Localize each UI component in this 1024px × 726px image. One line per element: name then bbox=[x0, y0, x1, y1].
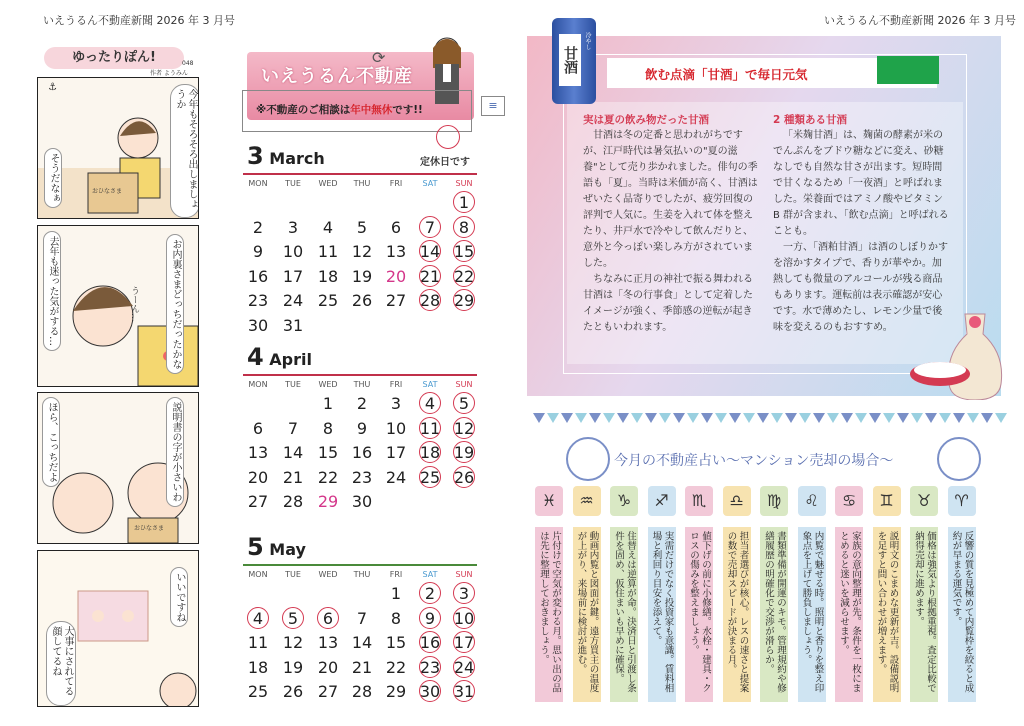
calendar-day: 13 bbox=[247, 443, 269, 462]
comic-author: 作者 ようみん bbox=[150, 70, 188, 77]
weekday-thu: THU bbox=[353, 570, 371, 579]
calendar-day: 2 bbox=[252, 217, 264, 237]
comic-bubble-2a: お内裏さまどっちだったかな bbox=[166, 234, 184, 374]
calendar-day: 4 bbox=[412, 393, 448, 415]
calendar-day: 15 bbox=[446, 241, 482, 263]
calendar-day: 14 bbox=[351, 633, 373, 652]
svg-text:⚓: ⚓ bbox=[48, 82, 57, 93]
zodiac-sign-icon: ♉ bbox=[910, 486, 938, 516]
calendar-day: 5 bbox=[275, 608, 311, 630]
calendar-day: 24 bbox=[282, 291, 304, 310]
fortune-strip: 動画内覧と図面が鍵。遠方買主の温度が上がり、来場前に検討が進む。 bbox=[573, 527, 601, 702]
calendar-day: 19 bbox=[351, 266, 373, 286]
calendar-day: 16 bbox=[247, 266, 269, 286]
comic-box-label-1: おひなさま bbox=[92, 188, 123, 195]
fortune-strip: 説明文のこまめな更新が吉。設備説明を足すと問い合わせが増えます。 bbox=[873, 527, 901, 702]
zodiac-sign-icon: ♊ bbox=[873, 486, 901, 516]
calendar-day: 3 bbox=[390, 394, 402, 413]
layout-options-icon[interactable]: ≡ bbox=[481, 96, 505, 116]
fortune-strip: 反響の質を見極めて内覧枠を絞ると成約が早まる運気です。 bbox=[948, 527, 976, 702]
calendar-day: 16 bbox=[351, 443, 373, 462]
divider-triangle bbox=[925, 413, 937, 423]
divider-triangle bbox=[813, 413, 825, 423]
calendar-day: 13 bbox=[385, 242, 407, 261]
divider-triangle bbox=[533, 413, 545, 423]
zodiac-wheel-right bbox=[937, 437, 981, 481]
closed-label: 定休日です bbox=[420, 157, 470, 168]
calendar-day: 22 bbox=[385, 657, 407, 677]
calendar-day: 28 bbox=[282, 492, 304, 511]
calendar-day: 21 bbox=[412, 266, 448, 288]
banner-notice-highlight: 年中無休 bbox=[350, 104, 393, 116]
weekday-sun: SUN bbox=[455, 380, 473, 389]
calendar-day: 9 bbox=[252, 242, 264, 261]
fortune-strip: 家族の意向整理が先。条件を一枚にまとめると迷いを減らせます。 bbox=[835, 527, 863, 702]
divider-triangle bbox=[869, 413, 881, 423]
calendar-day: 20 bbox=[385, 266, 407, 286]
calendar-day: 29 bbox=[317, 492, 339, 511]
calendar-day: 23 bbox=[412, 657, 448, 679]
month-name: April bbox=[263, 350, 312, 369]
comic-bubble-3b: ほら、こっちだよ bbox=[42, 397, 60, 487]
calendar-day: 19 bbox=[446, 442, 482, 464]
zodiac-sign-icon: ♌ bbox=[798, 486, 826, 516]
calendar-day: 11 bbox=[247, 633, 269, 652]
month-number: 3 bbox=[247, 142, 264, 170]
divider-triangle bbox=[701, 413, 713, 423]
divider-triangle bbox=[841, 413, 853, 423]
calendar-day: 11 bbox=[317, 242, 339, 261]
calendar-day: 6 bbox=[310, 608, 346, 630]
comic-panel-3 bbox=[37, 392, 199, 544]
comic-panel-4 bbox=[37, 550, 199, 707]
calendar-day: 10 bbox=[446, 608, 482, 630]
comic-title: ゆったりぽん! bbox=[44, 47, 184, 69]
calendar-day: 9 bbox=[356, 418, 368, 438]
fortune-strip: 内覧で魅せる時。照明と香りを整え印象点を上げて勝負しましょう。 bbox=[798, 527, 826, 702]
divider-triangle bbox=[911, 413, 923, 423]
calendar-day: 3 bbox=[446, 583, 482, 605]
calendar-day: 17 bbox=[282, 266, 304, 286]
calendar-day: 6 bbox=[390, 217, 402, 237]
month-title-april bbox=[247, 343, 312, 371]
fortune-title: 今月の不動産占い～マンション売却の場合～ bbox=[614, 453, 894, 469]
calendar-day: 30 bbox=[412, 681, 448, 703]
calendar-day: 9 bbox=[412, 608, 448, 630]
divider-triangle bbox=[883, 413, 895, 423]
fortune-strip: 書類準備が開運のキモ。管理規約や修繕履歴の明確化で交渉が滑らか。 bbox=[760, 527, 788, 702]
rotate-handle-icon[interactable]: ⟳ bbox=[372, 48, 386, 67]
banner-title: いえうるん不動産 bbox=[261, 66, 413, 87]
amazake-col-2 bbox=[773, 112, 949, 336]
zodiac-sign-icon: ♐ bbox=[648, 486, 676, 516]
weekday-sun: SUN bbox=[455, 570, 473, 579]
calendar-day: 8 bbox=[446, 217, 482, 239]
calendar-day: 25 bbox=[412, 467, 448, 489]
divider-triangle bbox=[645, 413, 657, 423]
calendar-day: 29 bbox=[385, 682, 407, 701]
calendar-day: 27 bbox=[317, 682, 339, 701]
calendar-day: 5 bbox=[356, 217, 368, 237]
month-name: May bbox=[263, 540, 306, 559]
divider-triangle bbox=[561, 413, 573, 423]
divider-triangle bbox=[799, 413, 811, 423]
divider-triangle bbox=[953, 413, 965, 423]
weekday-fri: FRI bbox=[389, 570, 403, 579]
calendar-day: 24 bbox=[446, 657, 482, 679]
calendar-day: 10 bbox=[385, 418, 407, 438]
amazake-col2-p2: 一方、「酒粕甘酒」は酒のしぼりかすを溶かすタイプで、香りが華やか。加熱しても微量のアルコールが残る商品もあります。運転前は表示確認が安心です。水で薄めたし、レモン少量で後味を変えるのもおすすめ。 bbox=[773, 242, 948, 333]
calendar-day: 15 bbox=[385, 633, 407, 652]
comic-panel-1 bbox=[37, 77, 199, 219]
calendar-day: 7 bbox=[412, 217, 448, 239]
calendar-day: 21 bbox=[282, 467, 304, 487]
amazake-bottle-illustration bbox=[905, 304, 1005, 400]
calendar-day: 22 bbox=[317, 467, 339, 487]
weekday-wed: WED bbox=[318, 179, 338, 188]
calendar-day: 30 bbox=[247, 315, 269, 335]
weekday-tue: TUE bbox=[285, 380, 301, 389]
comic-bubble-1b: そうだなぁ bbox=[44, 148, 62, 208]
calendar-day: 18 bbox=[247, 657, 269, 677]
amazake-col2-heading: 2 種類ある甘酒 bbox=[773, 114, 847, 126]
amazake-col2-p1: 「米麹甘酒」は、麹菌の酵素が米のでんぷんをブドウ糖などに変え、砂糖なしでも自然な甘さが出ます。短時間で甘くなるため「一夜酒」と呼ばれました。栄養面ではアミノ酸やビタミン B 群が含まれ、「飲む点滴」と呼ばれることも。 bbox=[773, 130, 949, 237]
can-sub: 冷やし bbox=[584, 32, 591, 50]
comic-issue: 048 bbox=[182, 60, 194, 67]
divider-triangle bbox=[715, 413, 727, 423]
fortune-strip: 住替えは逆算が命。決済日と引渡し条件を固め、仮住まいも早めに確保。 bbox=[610, 527, 638, 702]
calendar-day: 14 bbox=[282, 443, 304, 462]
calendar-day: 19 bbox=[282, 657, 304, 677]
amazake-col1-heading: 実は夏の飲み物だった甘酒 bbox=[583, 114, 709, 126]
calendar-day: 20 bbox=[317, 657, 339, 677]
divider-triangle bbox=[575, 413, 587, 423]
fortune-strip: 片付けで空気が変わる月。思い出の品は先に整理しておきましょう。 bbox=[535, 527, 563, 702]
month-name: March bbox=[263, 149, 325, 168]
comic-bubble-4b: 大事にされてる顔してるね bbox=[46, 621, 76, 706]
calendar-day: 8 bbox=[390, 608, 402, 628]
divider-triangle bbox=[729, 413, 741, 423]
divider-triangle bbox=[589, 413, 601, 423]
closed-day-circle bbox=[436, 125, 460, 149]
zodiac-sign-icon: ♑ bbox=[610, 486, 638, 516]
weekday-fri: FRI bbox=[389, 380, 403, 389]
can-label: 甘酒 bbox=[559, 34, 581, 86]
weekday-tue: TUE bbox=[285, 570, 301, 579]
weekday-thu: THU bbox=[353, 380, 371, 389]
calendar-day: 7 bbox=[356, 608, 368, 628]
green-block bbox=[877, 56, 939, 84]
calendar-day: 29 bbox=[446, 290, 482, 312]
calendar-day: 30 bbox=[351, 492, 373, 511]
calendar-day: 16 bbox=[412, 632, 448, 654]
month-rule bbox=[243, 564, 477, 566]
calendar-day: 1 bbox=[390, 584, 402, 603]
amazake-headline: 飲む点滴「甘酒」で毎日元気 bbox=[645, 67, 808, 82]
selection-frame[interactable] bbox=[242, 90, 472, 132]
comic-bubble-4a: いいですね bbox=[170, 567, 188, 627]
calendar-day: 8 bbox=[322, 418, 334, 438]
divider-triangle bbox=[995, 413, 1007, 423]
calendar-day: 31 bbox=[446, 681, 482, 703]
divider-triangle bbox=[547, 413, 559, 423]
weekday-sat: SAT bbox=[422, 179, 438, 188]
divider-triangle bbox=[659, 413, 671, 423]
calendar-day: 23 bbox=[351, 467, 373, 487]
divider-triangle bbox=[687, 413, 699, 423]
fortune-strip: 価格は強気より根拠重視。査定比較で納得売却に進めます。 bbox=[910, 527, 938, 702]
calendar-day: 14 bbox=[412, 241, 448, 263]
weekday-tue: TUE bbox=[285, 179, 301, 188]
calendar-day: 26 bbox=[351, 291, 373, 310]
calendar-day: 2 bbox=[412, 583, 448, 605]
divider-triangle bbox=[771, 413, 783, 423]
comic-bubble-3a: 説明書の字が小さいわ bbox=[166, 397, 184, 507]
fortune-strip: 値下げの前に小修繕。水栓・建具・クロスの傷みを整えましょう。 bbox=[685, 527, 713, 702]
header-left: いえうるん不動産新聞 2026 年 3 月号 bbox=[43, 14, 235, 27]
month-title-march bbox=[247, 142, 325, 170]
calendar-day: 2 bbox=[356, 394, 368, 413]
month-number: 5 bbox=[247, 533, 264, 561]
weekday-thu: THU bbox=[353, 179, 371, 188]
weekday-wed: WED bbox=[318, 570, 338, 579]
divider-triangle bbox=[617, 413, 629, 423]
weekday-mon: MON bbox=[248, 179, 268, 188]
divider-triangle bbox=[757, 413, 769, 423]
weekday-sat: SAT bbox=[422, 570, 438, 579]
divider-triangle bbox=[743, 413, 755, 423]
month-rule bbox=[243, 374, 477, 376]
comic-bubble-2b: 去年も迷った気がする… bbox=[43, 231, 61, 351]
divider-triangle bbox=[939, 413, 951, 423]
weekday-sun: SUN bbox=[455, 179, 473, 188]
comic-panel-2 bbox=[37, 225, 199, 387]
calendar-day: 31 bbox=[282, 315, 304, 335]
calendar-day: 6 bbox=[252, 418, 264, 438]
weekday-mon: MON bbox=[248, 570, 268, 579]
calendar-day: 11 bbox=[412, 418, 448, 440]
divider-triangle bbox=[967, 413, 979, 423]
calendar-day: 18 bbox=[317, 266, 339, 286]
calendar-day: 18 bbox=[412, 442, 448, 464]
calendar-day: 10 bbox=[282, 242, 304, 261]
divider-triangle bbox=[785, 413, 797, 423]
weekday-sat: SAT bbox=[422, 380, 438, 389]
zodiac-sign-icon: ♏ bbox=[685, 486, 713, 516]
calendar-day: 1 bbox=[446, 192, 482, 214]
month-rule bbox=[243, 173, 477, 175]
calendar-day: 26 bbox=[282, 682, 304, 701]
header-right: いえうるん不動産新聞 2026 年 3 月号 bbox=[824, 14, 1016, 27]
divider-triangle bbox=[673, 413, 685, 423]
calendar-day: 17 bbox=[385, 443, 407, 462]
zodiac-sign-icon: ♎ bbox=[723, 486, 751, 516]
comic-bubble-2c: うーん… bbox=[129, 286, 139, 322]
zodiac-sign-icon: ♈ bbox=[948, 486, 976, 516]
divider-triangle bbox=[981, 413, 993, 423]
calendar-day: 15 bbox=[317, 443, 339, 462]
month-title-may bbox=[247, 533, 306, 561]
comic-box-label-3: おひなさま bbox=[134, 525, 165, 532]
month-number: 4 bbox=[247, 343, 264, 371]
calendar-day: 28 bbox=[412, 290, 448, 312]
calendar-day: 23 bbox=[247, 291, 269, 310]
calendar-day: 13 bbox=[317, 633, 339, 652]
divider-triangle bbox=[631, 413, 643, 423]
amazake-col1-p1: 甘酒は冬の定番と思われがちですが、江戸時代は暑気払いの"夏の滋養"として売り歩かれました。俳句の季語も「夏」。当時は米価が高く、甘酒はぜいたく品寄りでしたが、疲労回復の評判で人気に。生姜を入れて体を整えたり、井戸水で冷やして飲んだりと、意外と今っぽい楽しみ方がされていました。 bbox=[583, 130, 758, 269]
comic-bubble-1a: 今年もそろそろ出しましょうか bbox=[170, 84, 199, 218]
calendar-day: 22 bbox=[446, 266, 482, 288]
divider-triangle bbox=[827, 413, 839, 423]
divider-triangle bbox=[855, 413, 867, 423]
calendar-day: 12 bbox=[446, 418, 482, 440]
zodiac-sign-icon: ♋ bbox=[835, 486, 863, 516]
divider-triangle bbox=[603, 413, 615, 423]
fortune-strip: 担当者選びが核心。レスの速さと提案の数で売却スピードが決まる月。 bbox=[723, 527, 751, 702]
calendar-day: 24 bbox=[385, 467, 407, 487]
calendar-day: 25 bbox=[317, 291, 339, 310]
calendar-day: 27 bbox=[385, 291, 407, 310]
zodiac-sign-icon: ♒ bbox=[573, 486, 601, 516]
calendar-day: 3 bbox=[287, 217, 299, 237]
zodiac-sign-icon: ♍ bbox=[760, 486, 788, 516]
calendar-day: 12 bbox=[351, 242, 373, 261]
calendar-day: 5 bbox=[446, 393, 482, 415]
calendar-day: 27 bbox=[247, 492, 269, 511]
weekday-fri: FRI bbox=[389, 179, 403, 188]
amazake-can bbox=[552, 18, 596, 104]
calendar-day: 25 bbox=[247, 682, 269, 701]
calendar-day: 4 bbox=[240, 608, 276, 630]
calendar-day: 12 bbox=[282, 633, 304, 652]
calendar-day: 1 bbox=[322, 394, 334, 413]
calendar-day: 28 bbox=[351, 682, 373, 701]
banner-notice-suffix: です!! bbox=[392, 104, 423, 116]
banner-notice-prefix: ※不動産のご相談は bbox=[256, 104, 351, 116]
fortune-strip: 実需だけでなく投資家も意識。賃料相場と利回り目安を添えて。 bbox=[648, 527, 676, 702]
divider-triangle bbox=[897, 413, 909, 423]
weekday-mon: MON bbox=[248, 380, 268, 389]
zodiac-sign-icon: ♓ bbox=[535, 486, 563, 516]
calendar-day: 20 bbox=[247, 467, 269, 487]
calendar-day: 21 bbox=[351, 657, 373, 677]
calendar-day: 7 bbox=[287, 418, 299, 438]
zodiac-wheel-left bbox=[566, 437, 610, 481]
weekday-wed: WED bbox=[318, 380, 338, 389]
calendar-day: 17 bbox=[446, 632, 482, 654]
amazake-col1-p2: ちなみに正月の神社で振る舞われる甘酒は「冬の行事食」として定着したイメージが強く、季節感の逆転が起きたともいわれます。 bbox=[583, 274, 753, 333]
calendar-day: 4 bbox=[322, 217, 334, 237]
amazake-col-1 bbox=[583, 112, 759, 336]
calendar-day: 26 bbox=[446, 467, 482, 489]
